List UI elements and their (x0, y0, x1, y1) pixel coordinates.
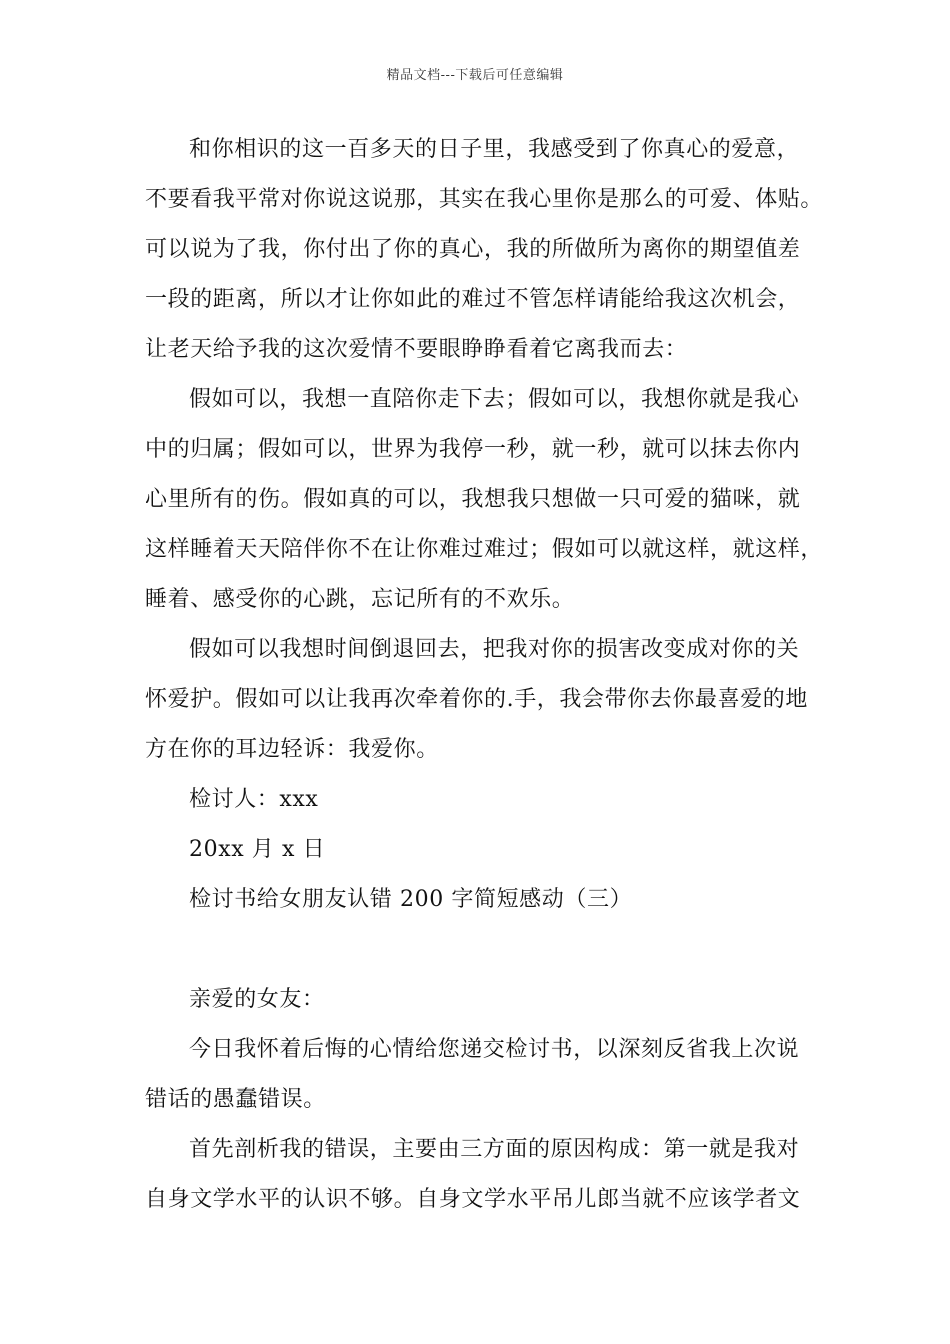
section-title: 检讨书给女朋友认错 200 字简短感动（三） (189, 887, 633, 912)
paragraph-3-line-2: 怀爱护。假如可以让我再次牵着你的.手，我会带你去你最喜爱的地 (145, 687, 808, 712)
paragraph-5-line-2: 自身文学水平的认识不够。自身文学水平吊儿郎当就不应该学者文 (145, 1187, 801, 1212)
paragraph-2-line-1: 假如可以，我想一直陪你走下去；假如可以，我想你就是我心 (189, 387, 800, 412)
salutation: 亲爱的女友： (189, 987, 325, 1012)
paragraph-5-line-1: 首先剖析我的错误，主要由三方面的原因构成：第一就是我对 (189, 1137, 800, 1162)
paragraph-1-line-4: 一段的距离，所以才让你如此的难过不管怎样请能给我这次机会， (145, 287, 801, 312)
paragraph-4-line-1: 今日我怀着后悔的心情给您递交检讨书，以深刻反省我上次说 (189, 1037, 800, 1062)
paragraph-3-line-1: 假如可以我想时间倒退回去，把我对你的损害改变成对你的关 (189, 637, 800, 662)
paragraph-2-line-3: 心里所有的伤。假如真的可以，我想我只想做一只可爱的猫咪，就 (145, 487, 801, 512)
signature-line: 检讨人：xxx (189, 787, 319, 812)
paragraph-1-line-5: 让老天给予我的这次爱情不要眼睁睁看着它离我而去： (145, 337, 688, 362)
paragraph-4-line-2: 错话的愚蠢错误。 (145, 1087, 326, 1112)
page-header: 精品文档---下载后可任意编辑 (386, 68, 564, 83)
paragraph-2-line-4: 这样睡着天天陪伴你不在让你难过难过；假如可以就这样，就这样， (145, 537, 824, 562)
date-line: 20xx 月 x 日 (189, 837, 326, 862)
paragraph-1-line-2: 不要看我平常对你说这说那，其实在我心里你是那么的可爱、体贴。 (145, 187, 824, 212)
paragraph-2-line-2: 中的归属；假如可以，世界为我停一秒，就一秒，就可以抹去你内 (145, 437, 801, 462)
paragraph-2-line-5: 睡着、感受你的心跳，忘记所有的不欢乐。 (145, 587, 575, 612)
paragraph-1-line-3: 可以说为了我，你付出了你的真心，我的所做所为离你的期望值差 (145, 237, 801, 262)
paragraph-1-line-1: 和你相识的这一百多天的日子里，我感受到了你真心的爱意， (189, 137, 800, 162)
paragraph-3-line-3: 方在你的耳边轻诉：我爱你。 (145, 737, 439, 762)
